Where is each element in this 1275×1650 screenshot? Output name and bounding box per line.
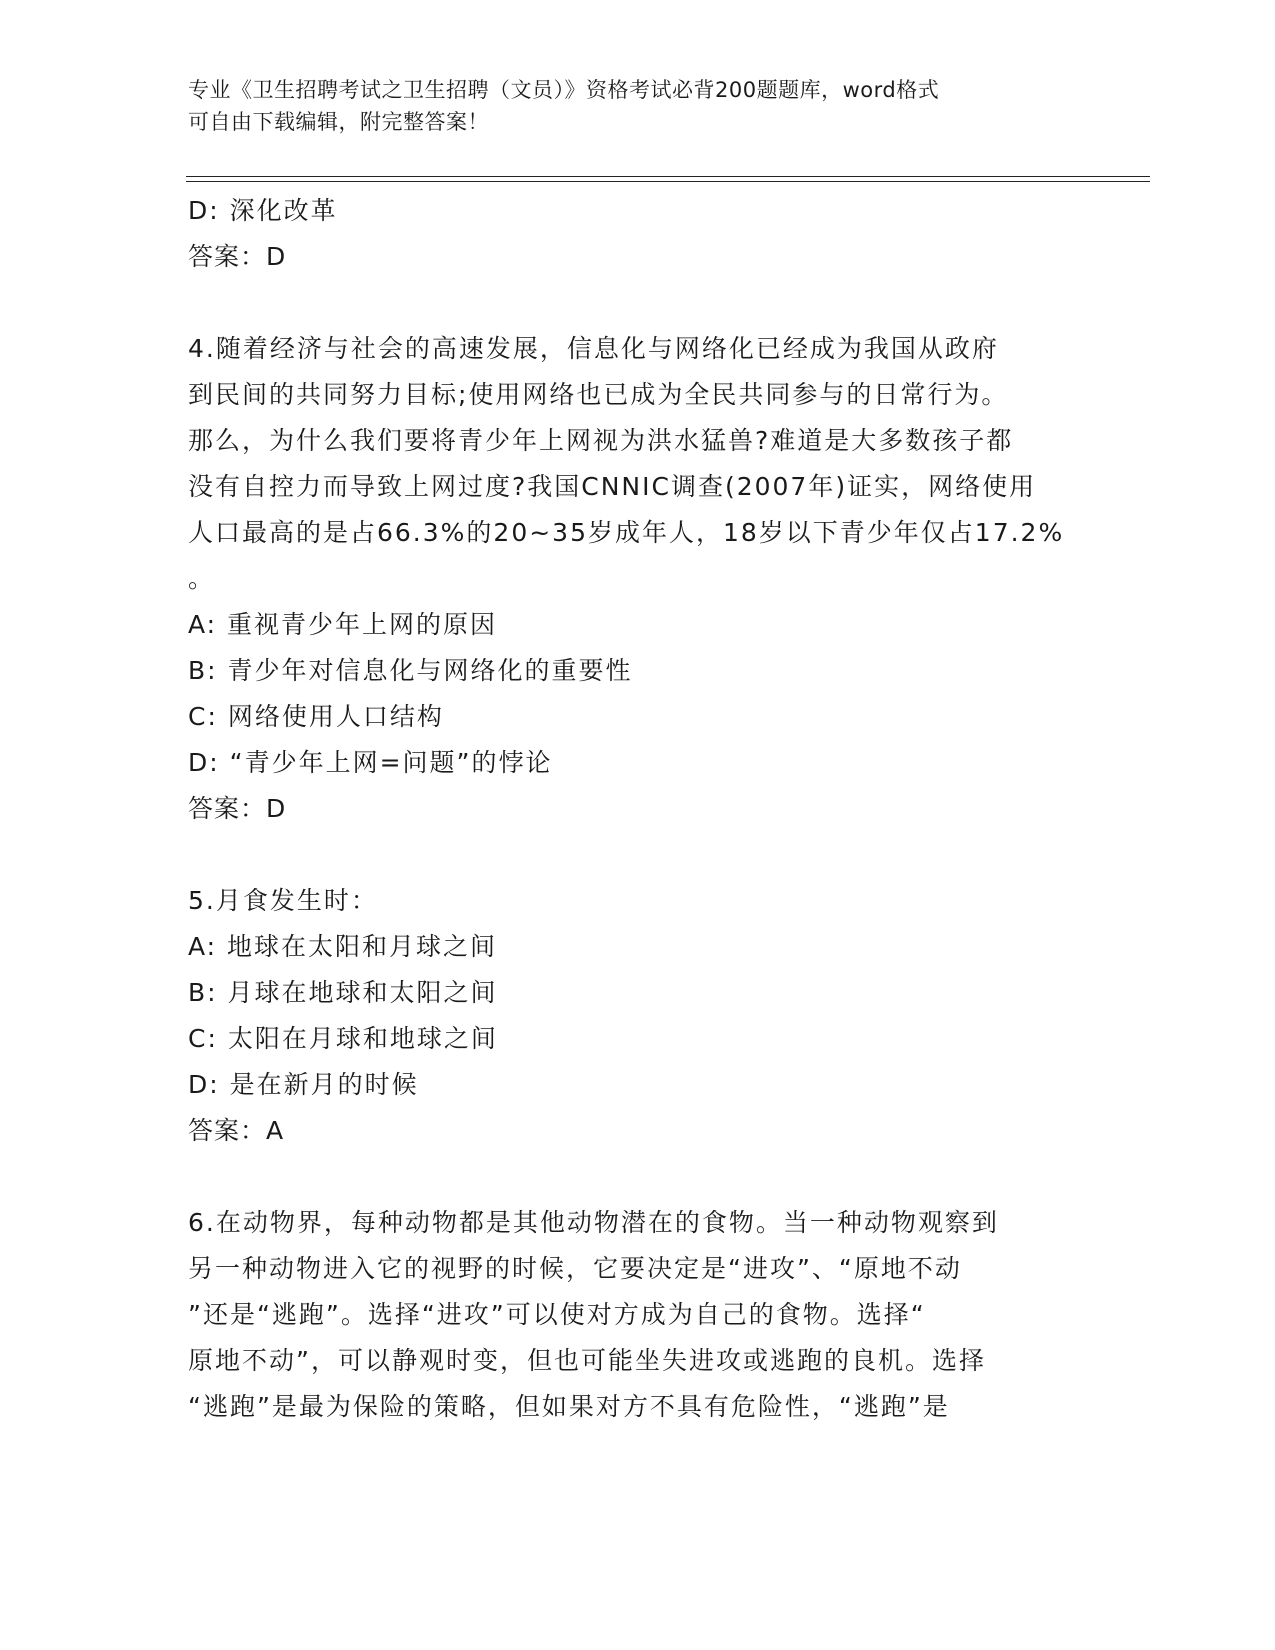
question-4 [188, 326, 1088, 832]
q3-option-d: D: 深化改革 [188, 196, 338, 225]
header-divider-top [186, 176, 1150, 177]
q4-stem-line: 4.随着经济与社会的高速发展，信息化与网络化已经成为我国从政府 [188, 334, 999, 363]
spacer [188, 832, 1088, 878]
q6-stem-line: 另一种动物进入它的视野的时候，它要决定是“进攻”、“原地不动 [188, 1254, 962, 1283]
spacer [188, 280, 1088, 326]
header-title-line-1: 专业《卫生招聘考试之卫生招聘（文员）》资格考试必背200题题库，word格式 [188, 78, 940, 102]
q5-answer: 答案：A [188, 1116, 285, 1145]
q3-answer: 答案：D [188, 242, 287, 271]
q4-option-d: D: “青少年上网=问题”的悖论 [188, 748, 553, 777]
q4-stem-line: 那么，为什么我们要将青少年上网视为洪水猛兽?难道是大多数孩子都 [188, 426, 1014, 455]
header-title-line-2: 可自由下载编辑，附完整答案！ [188, 110, 489, 134]
q4-answer: 答案：D [188, 794, 287, 823]
q4-stem-line: 到民间的共同努力目标;使用网络也已成为全民共同参与的日常行为。 [188, 380, 1009, 409]
q4-stem-line: 人口最高的是占66.3%的20~35岁成年人，18岁以下青少年仅占17.2% [188, 518, 1065, 547]
question-3-tail [188, 188, 1088, 280]
question-6 [188, 1200, 1088, 1430]
q5-stem: 5.月食发生时： [188, 886, 378, 915]
q6-stem-line: ”还是“逃跑”。选择“进攻”可以使对方成为自己的食物。选择“ [188, 1300, 926, 1329]
question-5 [188, 878, 1088, 1154]
q5-option-c: C: 太阳在月球和地球之间 [188, 1024, 498, 1053]
q4-option-a: A: 重视青少年上网的原因 [188, 610, 498, 639]
q4-stem-line: 。 [188, 564, 216, 593]
q5-option-a: A: 地球在太阳和月球之间 [188, 932, 498, 961]
q6-stem-line: 原地不动”，可以静观时变，但也可能坐失进攻或逃跑的良机。选择 [188, 1346, 986, 1375]
q5-option-b: B: 月球在地球和太阳之间 [188, 978, 498, 1007]
header-divider-bottom [186, 181, 1150, 182]
q4-stem-line: 没有自控力而导致上网过度?我国CNNIC调查(2007年)证实，网络使用 [188, 472, 1037, 501]
q4-option-b: B: 青少年对信息化与网络化的重要性 [188, 656, 633, 685]
q5-option-d: D: 是在新月的时候 [188, 1070, 419, 1099]
q6-stem-line: 6.在动物界，每种动物都是其他动物潜在的食物。当一种动物观察到 [188, 1208, 999, 1237]
document-header [188, 74, 1068, 138]
q4-option-c: C: 网络使用人口结构 [188, 702, 444, 731]
document-body [188, 188, 1088, 1430]
spacer [188, 1154, 1088, 1200]
q6-stem-line: “逃跑”是最为保险的策略，但如果对方不具有危险性，“逃跑”是 [188, 1392, 950, 1421]
